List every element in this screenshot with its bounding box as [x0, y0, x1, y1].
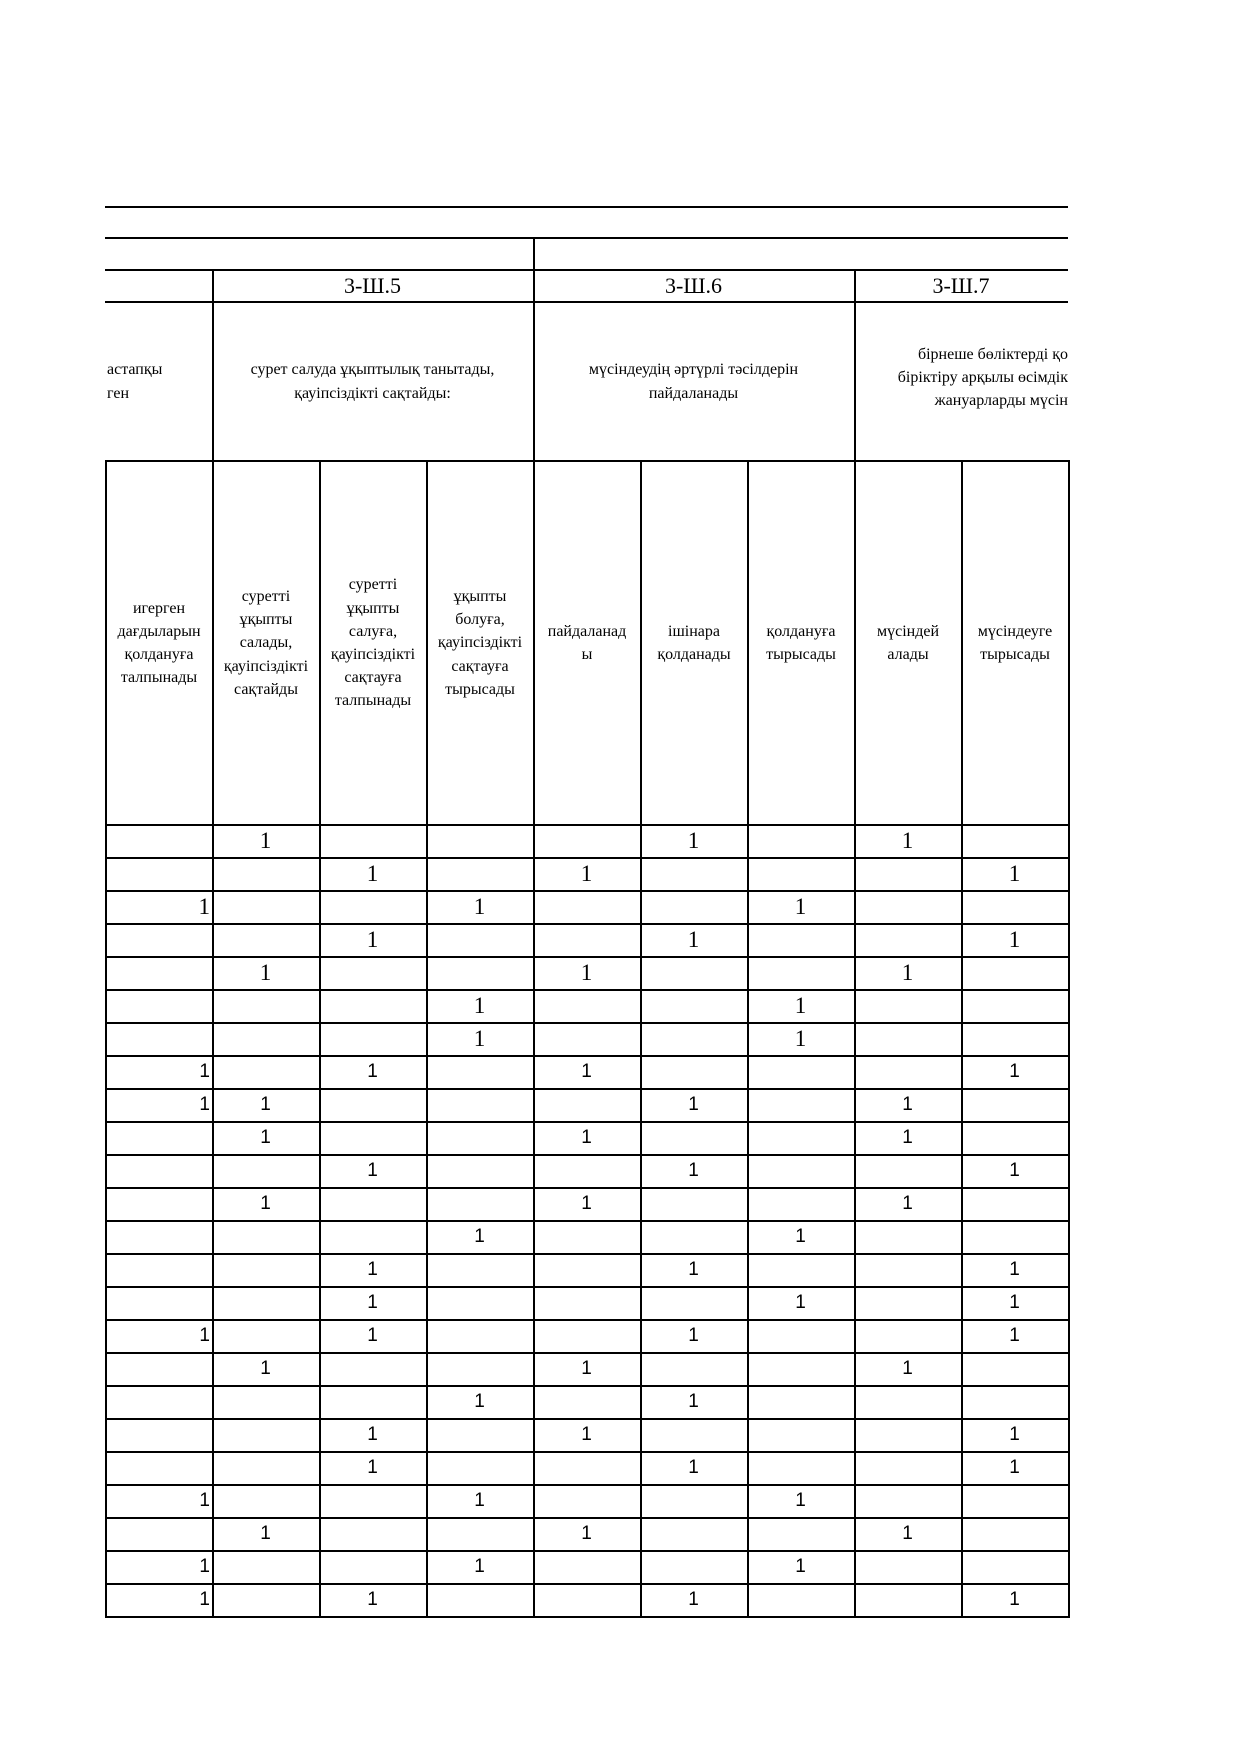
table-cell: 1	[902, 1094, 913, 1116]
table-cell: 1	[794, 1026, 807, 1052]
table-cell: 1	[902, 1193, 913, 1215]
group-code: 3-Ш.7	[932, 272, 990, 298]
group-description: мүсіндеудің әртүрлі тәсілдерін пайдаланады	[588, 361, 799, 402]
table-cell: 1	[581, 1061, 592, 1083]
table-cell: 1	[199, 1556, 210, 1578]
row-border	[105, 989, 1068, 991]
table-cell: 1	[794, 894, 807, 920]
table-cell: 1	[581, 1523, 592, 1545]
table-cell: 1	[260, 1094, 271, 1116]
column-header: суретті ұқыпты салады, қауіпсіздікті сақтайды	[223, 588, 309, 698]
group-code: 3-Ш.5	[343, 272, 402, 298]
row-border	[105, 1550, 1068, 1552]
table-cell: 1	[474, 1556, 485, 1578]
table-cell: 1	[1009, 1160, 1020, 1182]
row-border	[105, 1451, 1068, 1453]
table-cell: 1	[260, 1523, 271, 1545]
column-header: қолдануға тырысады	[766, 622, 836, 663]
table-cell: 1	[688, 1457, 699, 1479]
column-header: мүсіндеуге тырысады	[977, 622, 1053, 663]
table-cell: 1	[795, 1556, 806, 1578]
table-cell: 1	[367, 1457, 378, 1479]
table-cell: 1	[581, 1358, 592, 1380]
table-cell: 1	[1009, 1589, 1020, 1611]
table-cell: 1	[1009, 1424, 1020, 1446]
table-cell: 1	[688, 1325, 699, 1347]
row-border	[105, 1154, 1068, 1156]
table-cell: 1	[259, 960, 272, 986]
table-cell: 1	[581, 1127, 592, 1149]
top-rule	[105, 206, 1068, 208]
column-header: ұқыпты болуға, қауіпсіздікті сақтауға тырысады	[437, 588, 523, 698]
row-border	[105, 1022, 1068, 1024]
table-cell: 1	[687, 828, 700, 854]
row-border	[105, 1220, 1068, 1222]
table-cell: 1	[1008, 861, 1021, 887]
table-cell: 1	[687, 927, 700, 953]
table-cell: 1	[901, 828, 914, 854]
row-border	[105, 890, 1068, 892]
table-cell: 1	[199, 1325, 210, 1347]
table-cell: 1	[259, 828, 272, 854]
table-cell: 1	[474, 1226, 485, 1248]
table-cell: 1	[198, 894, 210, 920]
group-description: астапқы ген	[107, 361, 163, 402]
group-description: сурет салуда ұқыптылық танытады, қауіпсіздікті сақтайды:	[250, 361, 495, 402]
table-cell: 1	[902, 1358, 913, 1380]
table-cell: 1	[1009, 1061, 1020, 1083]
table-cell: 1	[580, 960, 593, 986]
table-cell: 1	[902, 1523, 913, 1545]
table-cell: 1	[474, 1490, 485, 1512]
column-header: игерген дағдыларын қолдануға талпынады	[117, 599, 201, 687]
table-cell: 1	[795, 1292, 806, 1314]
row-border	[105, 923, 1068, 925]
table-cell: 1	[473, 1026, 486, 1052]
table-cell: 1	[901, 960, 914, 986]
table-cell: 1	[902, 1127, 913, 1149]
table-cell: 1	[1009, 1259, 1020, 1281]
table-cell: 1	[581, 1193, 592, 1215]
group-code: 3-Ш.6	[664, 272, 723, 298]
table-cell: 1	[367, 1160, 378, 1182]
table-cell: 1	[580, 861, 593, 887]
table-cell: 1	[367, 1424, 378, 1446]
group-description: бірнеше бөліктерді қо біріктіру арқылы өсімдік жануарларды мүсін	[897, 346, 1068, 410]
table-cell: 1	[199, 1589, 210, 1611]
row-border	[105, 1484, 1068, 1486]
table-cell: 1	[367, 1325, 378, 1347]
table-cell: 1	[199, 1490, 210, 1512]
table-cell: 1	[795, 1490, 806, 1512]
table-cell: 1	[366, 861, 379, 887]
table-cell: 1	[260, 1127, 271, 1149]
row-border	[105, 1286, 1068, 1288]
table-cell: 1	[473, 993, 486, 1019]
row-border	[105, 1583, 1068, 1585]
table-cell: 1	[474, 1391, 485, 1413]
table-cell: 1	[367, 1259, 378, 1281]
table-cell: 1	[367, 1061, 378, 1083]
table-cell: 1	[1008, 927, 1021, 953]
table-cell: 1	[688, 1259, 699, 1281]
row-border	[105, 1385, 1068, 1387]
table-cell: 1	[688, 1160, 699, 1182]
table-cell: 1	[688, 1094, 699, 1116]
table-cell: 1	[199, 1061, 210, 1083]
table-cell: 1	[795, 1226, 806, 1248]
top-rule-2	[105, 237, 1068, 239]
column-header: мүсіндей алады	[876, 622, 940, 663]
table-cell: 1	[366, 927, 379, 953]
table-cell: 1	[688, 1589, 699, 1611]
table-cell: 1	[260, 1193, 271, 1215]
column-header: пайдаланад ы	[547, 622, 627, 663]
column-header: суретті ұқыпты салуға, қауіпсіздікті сақтауға талпынады	[330, 576, 416, 710]
table-cell: 1	[199, 1094, 210, 1116]
table-cell: 1	[1009, 1457, 1020, 1479]
table-cell: 1	[1009, 1325, 1020, 1347]
table-cell: 1	[1009, 1292, 1020, 1314]
table-cell: 1	[581, 1424, 592, 1446]
table-cell: 1	[367, 1589, 378, 1611]
table-cell: 1	[473, 894, 486, 920]
table-cell: 1	[794, 993, 807, 1019]
column-header: ішінара қолданады	[657, 622, 731, 663]
table-cell: 1	[367, 1292, 378, 1314]
table-cell: 1	[688, 1391, 699, 1413]
row-border	[105, 1616, 1068, 1618]
row-border	[105, 1319, 1068, 1321]
table-cell: 1	[260, 1358, 271, 1380]
row-border	[105, 1253, 1068, 1255]
column-divider	[1068, 460, 1070, 1618]
